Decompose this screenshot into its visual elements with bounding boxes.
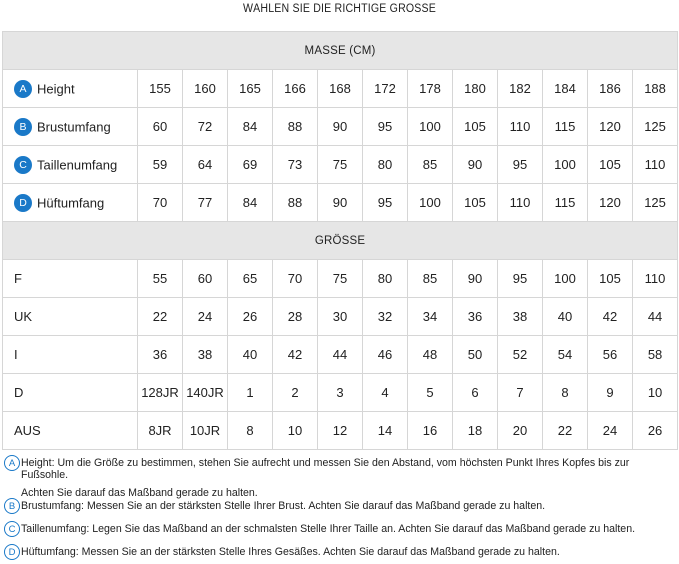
badge-d-icon: D [4,544,20,560]
table-cell: 155 [138,70,183,108]
table-cell: 40 [543,298,588,336]
row-label-cell [3,336,138,374]
table-cell: 42 [588,298,633,336]
table-cell: 110 [498,184,543,222]
row-label-cell [3,374,138,412]
section-header: MASSE (CM) [3,32,678,70]
table-cell: 5 [408,374,453,412]
badge-b-icon: B [14,118,32,136]
table-cell: 6 [453,374,498,412]
table-cell: 3 [318,374,363,412]
table-cell: 115 [543,108,588,146]
table-cell: 54 [543,336,588,374]
table-cell: 110 [633,260,678,298]
table-row [3,146,678,184]
table-row [3,260,678,298]
row-label: AUS [14,423,41,439]
table-row [3,412,678,450]
table-cell: 36 [138,336,183,374]
table-cell: 10 [633,374,678,412]
row-label-cell [3,298,138,336]
table-cell: 59 [138,146,183,184]
table-cell: 16 [408,412,453,450]
table-cell: 20 [498,412,543,450]
table-cell: 32 [363,298,408,336]
table-cell: 44 [318,336,363,374]
table-cell: 44 [633,298,678,336]
note-line: Achten Sie darauf das Maßband gerade zu halten. [21,487,258,499]
row-label-cell [3,260,138,298]
table-cell: 69 [228,146,273,184]
table-cell: 64 [183,146,228,184]
table-cell: 186 [588,70,633,108]
table-cell: 84 [228,108,273,146]
table-cell: 60 [183,260,228,298]
table-cell: 110 [498,108,543,146]
table-cell: 22 [138,298,183,336]
table-cell: 70 [273,260,318,298]
table-cell: 60 [138,108,183,146]
badge-a-icon: A [4,455,20,471]
table-cell: 34 [408,298,453,336]
table-cell: 105 [588,260,633,298]
size-chart-table [2,31,678,450]
table-cell: 28 [273,298,318,336]
badge-b-icon: B [4,498,20,514]
table-cell: 10 [273,412,318,450]
table-cell: 105 [453,184,498,222]
table-cell: 105 [453,108,498,146]
table-cell: 84 [228,184,273,222]
badge-a-icon: A [14,80,32,98]
table-cell: 75 [318,260,363,298]
table-cell: 73 [273,146,318,184]
row-label: UK [14,309,33,325]
badge-c-icon: C [4,521,20,537]
table-cell: 55 [138,260,183,298]
table-cell: 65 [228,260,273,298]
table-cell: 80 [363,260,408,298]
table-cell: 50 [453,336,498,374]
row-label-cell [3,184,138,222]
table-cell: 128JR [138,374,183,412]
note-line: Height: Um die Größe zu bestimmen, stehen Sie aufrecht und messen Sie den Abstand, vom höchsten Punkt Ihres Kopfes bis zur Fußsohle. [21,457,630,481]
table-cell: 38 [498,298,543,336]
row-label-cell [3,412,138,450]
section-header: GRÖSSE [3,222,678,260]
table-row [3,70,678,108]
table-cell: 36 [453,298,498,336]
row-label: Taillenumfang [37,157,118,172]
badge-c-icon: C [14,156,32,174]
table-row [3,108,678,146]
table-cell: 46 [363,336,408,374]
badge-d-icon: D [14,194,32,212]
note-text: Brustumfang: Messen Sie an der stärksten Stelle Ihrer Brust. Achten Sie darauf das Maßband gerade zu halten. [21,500,546,512]
table-cell: 52 [498,336,543,374]
table-cell: 100 [408,108,453,146]
table-cell: 95 [498,260,543,298]
table-cell: 90 [453,260,498,298]
table-cell: 178 [408,70,453,108]
table-cell: 8 [228,412,273,450]
row-label-cell [3,70,138,108]
table-row [3,184,678,222]
table-cell: 18 [453,412,498,450]
table-cell: 30 [318,298,363,336]
table-cell: 182 [498,70,543,108]
page-title: WÄHLEN SIE DIE RICHTIGE GRÖSSE [242,3,437,15]
table-cell: 48 [408,336,453,374]
table-cell: 38 [183,336,228,374]
table-cell: 125 [633,108,678,146]
table-cell: 12 [318,412,363,450]
table-cell: 40 [228,336,273,374]
row-label: Height [37,81,75,96]
table-cell: 58 [633,336,678,374]
table-cell: 105 [588,146,633,184]
table-row [3,298,678,336]
note-text [21,457,679,499]
table-cell: 22 [543,412,588,450]
table-cell: 85 [408,260,453,298]
table-cell: 1 [228,374,273,412]
table-cell: 26 [228,298,273,336]
table-cell: 72 [183,108,228,146]
section-header-row [3,32,678,70]
table-cell: 8JR [138,412,183,450]
table-cell: 90 [318,108,363,146]
table-cell: 140JR [183,374,228,412]
row-label: Hüftumfang [37,195,105,210]
row-label: F [14,271,22,287]
table-cell: 180 [453,70,498,108]
row-label: Brustumfang [37,119,111,134]
table-cell: 160 [183,70,228,108]
table-cell: 125 [633,184,678,222]
note-text: Taillenumfang: Legen Sie das Maßband an der schmalsten Stelle Ihrer Taille an. Achten Sie darauf das Maßband gerade zu halten. [21,523,636,535]
table-cell: 80 [363,146,408,184]
table-row [3,336,678,374]
table-cell: 10JR [183,412,228,450]
table-cell: 172 [363,70,408,108]
table-cell: 120 [588,184,633,222]
table-cell: 90 [318,184,363,222]
table-cell: 184 [543,70,588,108]
row-label-cell [3,108,138,146]
table-cell: 88 [273,184,318,222]
table-cell: 100 [543,146,588,184]
table-cell: 24 [588,412,633,450]
table-cell: 120 [588,108,633,146]
row-label: D [14,385,24,401]
table-cell: 7 [498,374,543,412]
table-cell: 100 [408,184,453,222]
table-cell: 90 [453,146,498,184]
table-cell: 95 [363,108,408,146]
table-cell: 100 [543,260,588,298]
table-row [3,374,678,412]
section-header-row [3,222,678,260]
table-cell: 42 [273,336,318,374]
table-cell: 188 [633,70,678,108]
table-cell: 75 [318,146,363,184]
table-cell: 85 [408,146,453,184]
table-cell: 70 [138,184,183,222]
table-cell: 95 [363,184,408,222]
table-cell: 95 [498,146,543,184]
table-cell: 88 [273,108,318,146]
table-cell: 110 [633,146,678,184]
table-cell: 165 [228,70,273,108]
table-cell: 168 [318,70,363,108]
note-text: Hüftumfang: Messen Sie an der stärksten Stelle Ihres Gesäßes. Achten Sie darauf das Maßband gerade zu halten. [21,546,560,558]
table-cell: 115 [543,184,588,222]
table-cell: 24 [183,298,228,336]
table-cell: 9 [588,374,633,412]
table-cell: 26 [633,412,678,450]
table-cell: 8 [543,374,588,412]
row-label-cell [3,146,138,184]
table-cell: 2 [273,374,318,412]
table-cell: 77 [183,184,228,222]
table-cell: 14 [363,412,408,450]
table-cell: 166 [273,70,318,108]
table-cell: 4 [363,374,408,412]
table-cell: 56 [588,336,633,374]
row-label: I [14,347,18,363]
